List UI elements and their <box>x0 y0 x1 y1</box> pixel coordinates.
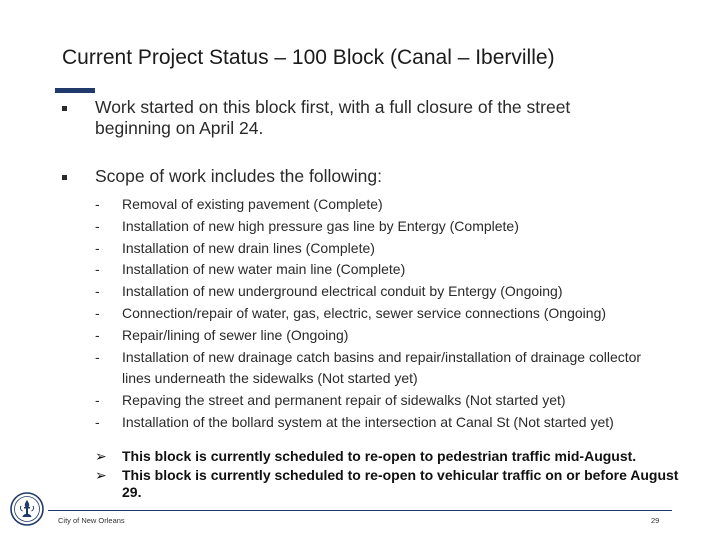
schedule-item-text <box>122 448 636 465</box>
footer-divider <box>48 510 672 511</box>
dash-marker: - <box>95 348 100 365</box>
bullet-marker <box>62 106 67 111</box>
scope-item <box>95 194 705 216</box>
scope-item <box>95 303 705 325</box>
scope-item-text <box>122 216 705 238</box>
schedule-item-line: This block is currently scheduled to re-open to pedestrian traffic mid-August. <box>122 448 637 464</box>
page-number: 29 <box>651 516 660 525</box>
scope-item-line: Repair/lining of sewer line (Ongoing) <box>122 326 349 343</box>
scope-item <box>95 390 705 412</box>
scope-item-text <box>122 194 705 216</box>
scope-item <box>95 216 705 238</box>
scope-item-text <box>122 325 705 347</box>
scope-item-text <box>122 390 705 412</box>
scope-item-text <box>122 347 705 391</box>
dash-marker: - <box>95 261 100 278</box>
dash-marker: - <box>95 392 100 409</box>
scope-item-text <box>122 281 705 303</box>
scope-item-line: lines underneath the sidewalks (Not started yet) <box>122 370 418 387</box>
scope-list <box>95 194 705 434</box>
dash-marker: - <box>95 239 100 256</box>
scope-item <box>95 238 705 260</box>
city-seal-icon <box>10 492 44 526</box>
bullet-1 <box>95 97 570 139</box>
scope-item-line: Installation of new high pressure gas line by Entergy (Complete) <box>122 217 519 234</box>
scope-item-line: Installation of new drain lines (Complete) <box>122 239 375 256</box>
schedule-list <box>95 448 705 503</box>
bullet-marker <box>62 175 67 180</box>
scope-item-text <box>122 238 705 260</box>
scope-item-line: Installation of the bollard system at the intersection at Canal St (Not started yet) <box>122 413 614 430</box>
schedule-item-line: This block is currently scheduled to re-open to vehicular traffic on or before August <box>122 467 679 483</box>
scope-item-line: Removal of existing pavement (Complete) <box>122 196 383 212</box>
scope-item <box>95 281 705 303</box>
dash-marker: - <box>95 326 100 343</box>
schedule-item-line: 29. <box>122 484 142 500</box>
schedule-item <box>95 448 705 465</box>
scope-item-text <box>122 303 705 325</box>
dash-marker: - <box>95 283 100 300</box>
bullet-1-line-1: Work started on this block first, with a full closure of the street <box>95 97 571 117</box>
scope-item-text <box>122 412 705 434</box>
dash-marker: - <box>95 196 100 212</box>
scope-item <box>95 325 705 347</box>
schedule-item <box>95 467 705 501</box>
bullet-2-line-1: Scope of work includes the following: <box>95 166 382 186</box>
scope-item-line: Installation of new underground electrical conduit by Entergy (Ongoing) <box>122 283 563 300</box>
scope-item-line: Connection/repair of water, gas, electric, sewer service connections (Ongoing) <box>122 304 607 321</box>
footer-org-name: City of New Orleans <box>58 516 125 525</box>
dash-marker: - <box>95 413 100 430</box>
scope-item-line: Installation of new drainage catch basins and repair/installation of drainage collector <box>122 348 642 365</box>
arrow-bullet-icon: ➢ <box>95 448 107 464</box>
scope-item <box>95 412 705 434</box>
bullet-2 <box>95 166 382 187</box>
scope-item <box>95 259 705 281</box>
dash-marker: - <box>95 217 100 234</box>
scope-item-line: Installation of new water main line (Complete) <box>122 261 406 278</box>
bullet-1-line-2: beginning on April 24. <box>95 118 264 138</box>
arrow-bullet-icon: ➢ <box>95 467 107 483</box>
dash-marker: - <box>95 304 100 321</box>
scope-item-line: Repaving the street and permanent repair of sidewalks (Not started yet) <box>122 392 566 409</box>
schedule-item-text <box>122 467 678 501</box>
slide-title: Current Project Status – 100 Block (Canal – Iberville) <box>62 46 555 69</box>
title-accent-bar <box>55 88 95 93</box>
scope-item-text <box>122 259 705 281</box>
scope-item <box>95 347 705 391</box>
